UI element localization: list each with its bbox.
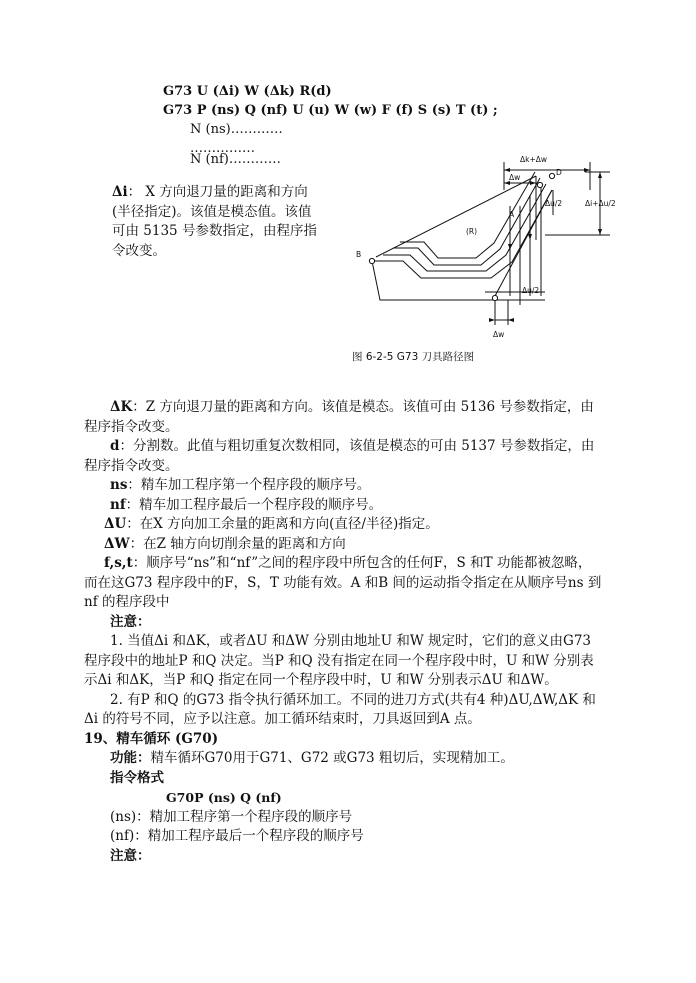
section-19-heading: 19、精车循环 (G70) <box>84 730 219 747</box>
format-line-2: G73 P (ns) Q (nf) U (u) W (w) F (f) S (s) T (t) ; <box>163 103 498 118</box>
arrow-icon <box>530 181 536 185</box>
format-heading: 指令格式 <box>110 769 164 786</box>
label-r: (R) <box>466 227 478 236</box>
format-line-5: N (nf)………… <box>190 152 281 167</box>
point-d <box>549 173 554 178</box>
d-text-2: 程序指令改变。 <box>84 457 179 474</box>
dk-term: ΔK <box>110 399 133 415</box>
arrow-icon <box>508 244 512 250</box>
nf-term: nf <box>110 496 126 513</box>
delta-i-block <box>112 183 317 261</box>
arrow-icon <box>584 168 590 172</box>
body-block <box>84 398 614 866</box>
label-a: A <box>509 210 515 219</box>
point-c <box>492 295 497 300</box>
dw-text: ：在Z 轴方向切削余量的距离和方向 <box>129 535 346 552</box>
arrow-icon <box>528 234 532 240</box>
du-term: ΔU <box>104 516 127 532</box>
approach-path <box>372 261 495 300</box>
delta-i-line1: ： X 方向退刀量的距离和方向 <box>127 184 308 200</box>
fst-text-3: nf 的程序段中 <box>84 594 170 610</box>
delta-i-line3: 可由 5135 号参数指定，由程序指 <box>112 223 317 239</box>
nf-text: ：精车加工程序最后一个程序段的顺序号。 <box>125 496 383 513</box>
delta-i-term: Δi <box>112 184 128 200</box>
fst-text-2: 而在这G73 程序段中的F，S，T 功能有效。A 和B 间的运动指令指定在从顺序号ns 到 <box>84 574 602 591</box>
figure-caption: 图 6-2-5 G73 刀具路径图 <box>352 351 475 363</box>
ns-desc: (ns)：精加工程序第一个程序段的顺序号 <box>110 808 353 825</box>
ns-text: ：精车加工程序第一个程序段的顺序号。 <box>127 477 371 493</box>
delta-i-line2: (半径指定)。该值是模态值。该值 <box>112 203 312 220</box>
g73-tool-path-diagram <box>350 148 640 348</box>
note2-line2: Δi 的符号不同，应予以注意。加工循环结束时，刀具返回到A 点。 <box>84 711 481 727</box>
arrow-icon <box>504 168 510 172</box>
point-a <box>537 182 542 187</box>
arrow-icon <box>508 318 514 322</box>
ns-term: ns <box>110 477 128 493</box>
arrow-icon <box>598 172 602 178</box>
du-text: ：在X 方向加工余量的距离和方向(直径/半径)指定。 <box>126 516 439 532</box>
fst-term: f,s,t <box>104 555 133 571</box>
rough-path-3 <box>400 172 535 258</box>
format-line-4: …………… <box>190 141 255 156</box>
label-dw-bottom: Δw <box>493 330 505 339</box>
label-du2-bottom: Δu/2 <box>522 286 540 295</box>
label-dk-dw: Δk+Δw <box>520 155 548 164</box>
format-line-1: G73 U (Δi) W (Δk) R(d) <box>163 84 332 99</box>
dw-term: ΔW <box>104 535 130 552</box>
note1-line3: 示Δi 和ΔK，当P 和Q 指定在同一个程序段中时，U 和W 分别表示ΔU 和ΔW。 <box>84 672 558 688</box>
fst-text: ：顺序号“ns”和“nf”之间的程序段中所包含的任何F，S 和T 功能都被忽略， <box>132 555 592 571</box>
label-d: D <box>556 168 562 177</box>
dk-text-2: 程序指令改变。 <box>84 418 179 435</box>
note2-line1: 2. 有P 和Q 的G73 指令执行循环加工。不同的进刀方式(共有4 种)ΔU,ΔW,ΔK 和 <box>110 691 596 708</box>
dk-text: ：Z 方向退刀量的距离和方向。该值是模态。该值可由 5136 号参数指定，由 <box>132 399 594 415</box>
note-heading: 注意： <box>110 613 151 630</box>
nf-desc: (nf)：精加工程序最后一个程序段的顺序号 <box>110 828 364 844</box>
g70-format: G70P (ns) Q (nf) <box>166 790 282 805</box>
label-di-du2: Δi+Δu/2 <box>585 199 616 208</box>
note1-line2: 程序段中的地址P 和Q 决定。当P 和Q 没有指定在同一个程序段中时，U 和W 分别表 <box>84 652 594 669</box>
label-b: B <box>356 250 362 259</box>
note1-line1: 1. 当值Δi 和ΔK，或者ΔU 和ΔW 分别由地址U 和W 规定时，它们的意义由G73 <box>110 633 591 649</box>
delta-i-line4: 令改变。 <box>112 242 166 259</box>
note-heading-2: 注意： <box>110 847 151 864</box>
point-b <box>369 258 374 263</box>
label-dw-top: Δw <box>509 173 521 182</box>
label-du2-top: Δu/2 <box>545 199 563 208</box>
arrow-icon <box>489 318 495 322</box>
function-heading: 功能： <box>110 750 151 766</box>
arrow-icon <box>598 229 602 235</box>
d-text: ：分割数。此值与粗切重复次数相同，该值是模态的可由 5137 号参数指定，由 <box>119 438 595 454</box>
d-term: d <box>110 438 120 454</box>
format-line-3: N (ns)………… <box>190 122 283 137</box>
function-text: 精车循环G70用于G71、G72 或G73 粗切后，实现精加工。 <box>150 750 514 766</box>
